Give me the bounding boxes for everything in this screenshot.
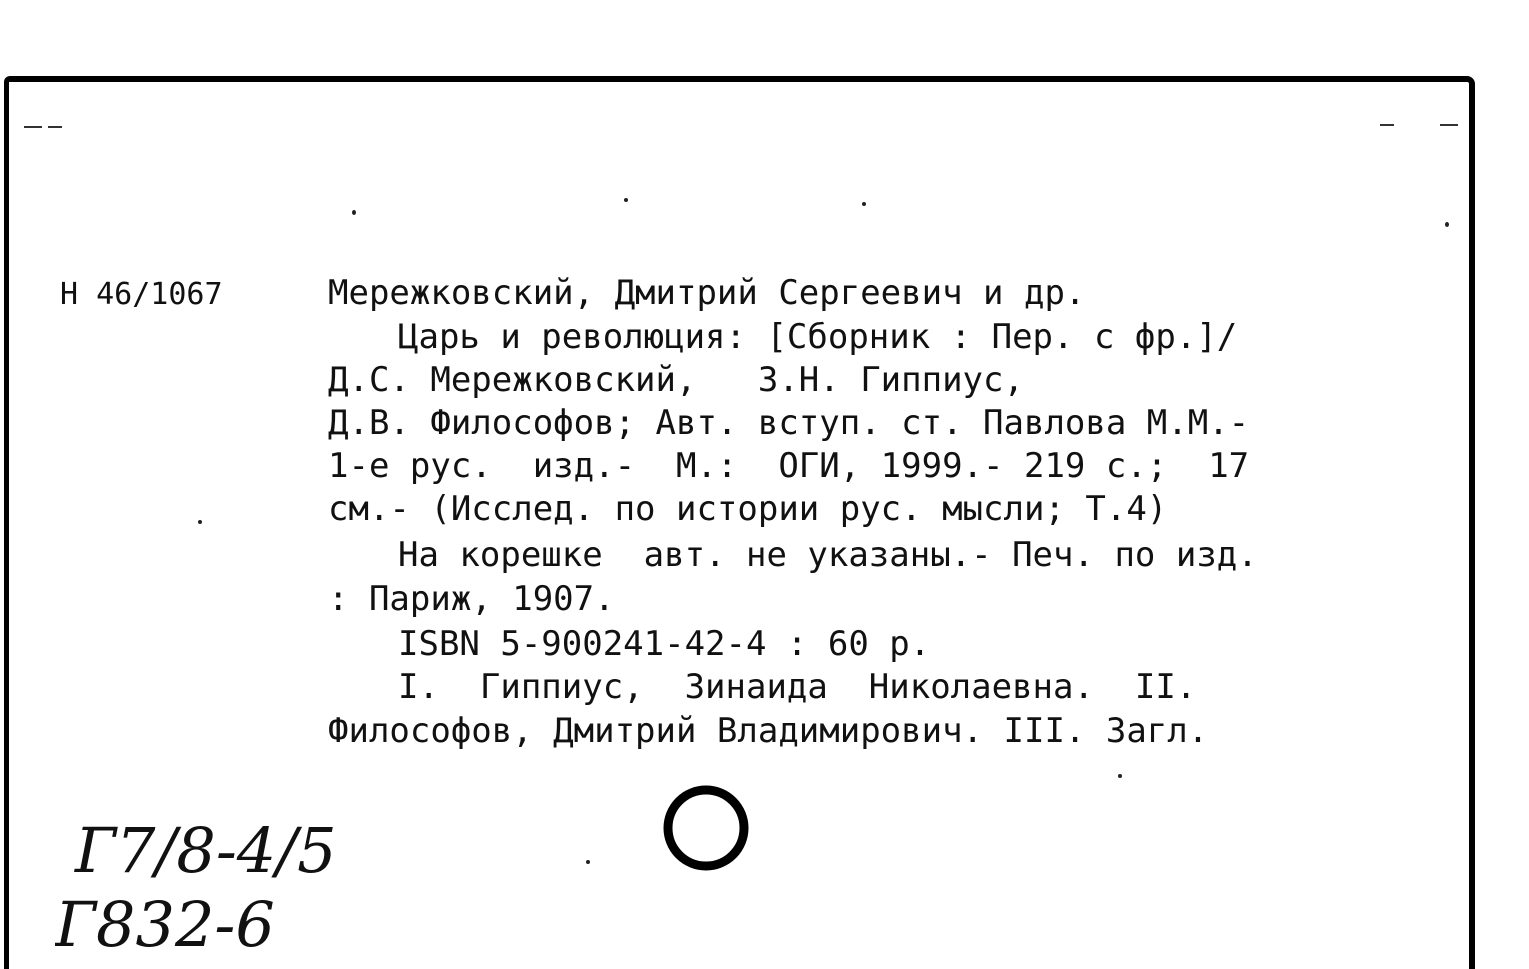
- scan-artifact: [48, 126, 62, 128]
- scan-artifact: [198, 520, 202, 524]
- scan-artifact: [586, 860, 590, 864]
- scan-artifact: [624, 198, 628, 202]
- record-line: Д.В. Философов; Авт. вступ. ст. Павлова М.М.-: [328, 403, 1250, 443]
- scan-artifact: [862, 202, 866, 206]
- scan-artifact: [1380, 124, 1394, 126]
- scan-artifact: [1440, 124, 1458, 126]
- scan-artifact: [1445, 222, 1449, 227]
- handwritten-notes: [55, 800, 385, 960]
- tracings-line: I. Гиппиус, Зинаида Николаевна. II.: [398, 667, 1197, 707]
- note-line: : Париж, 1907.: [328, 579, 615, 619]
- card-hole-circle: [658, 782, 758, 882]
- tracings-line: Философов, Дмитрий Владимирович. III. Загл.: [328, 711, 1209, 751]
- scan-artifact: [1118, 774, 1122, 778]
- title-line: Царь и революция: [Сборник : Пер. с фр.]/: [398, 317, 1238, 357]
- scan-artifact: [352, 210, 356, 215]
- shelfmark: Н 46/1067: [60, 277, 223, 312]
- note-line: На корешке авт. не указаны.- Печ. по изд.: [398, 535, 1258, 575]
- scan-artifact: [24, 126, 42, 128]
- record-line: 1-е рус. изд.- М.: ОГИ, 1999.- 219 с.; 17: [328, 446, 1250, 486]
- handwritten-note: Г7/8-4/5: [75, 814, 337, 887]
- record-line: Д.С. Мережковский, З.Н. Гиппиус,: [328, 360, 1024, 400]
- handwritten-note: Г832-6: [55, 888, 275, 960]
- isbn-line: ISBN 5-900241-42-4 : 60 р.: [398, 624, 931, 664]
- series-line: см.- (Исслед. по истории рус. мысли; Т.4): [328, 489, 1168, 529]
- author-heading: Мережковский, Дмитрий Сергеевич и др.: [328, 273, 1086, 313]
